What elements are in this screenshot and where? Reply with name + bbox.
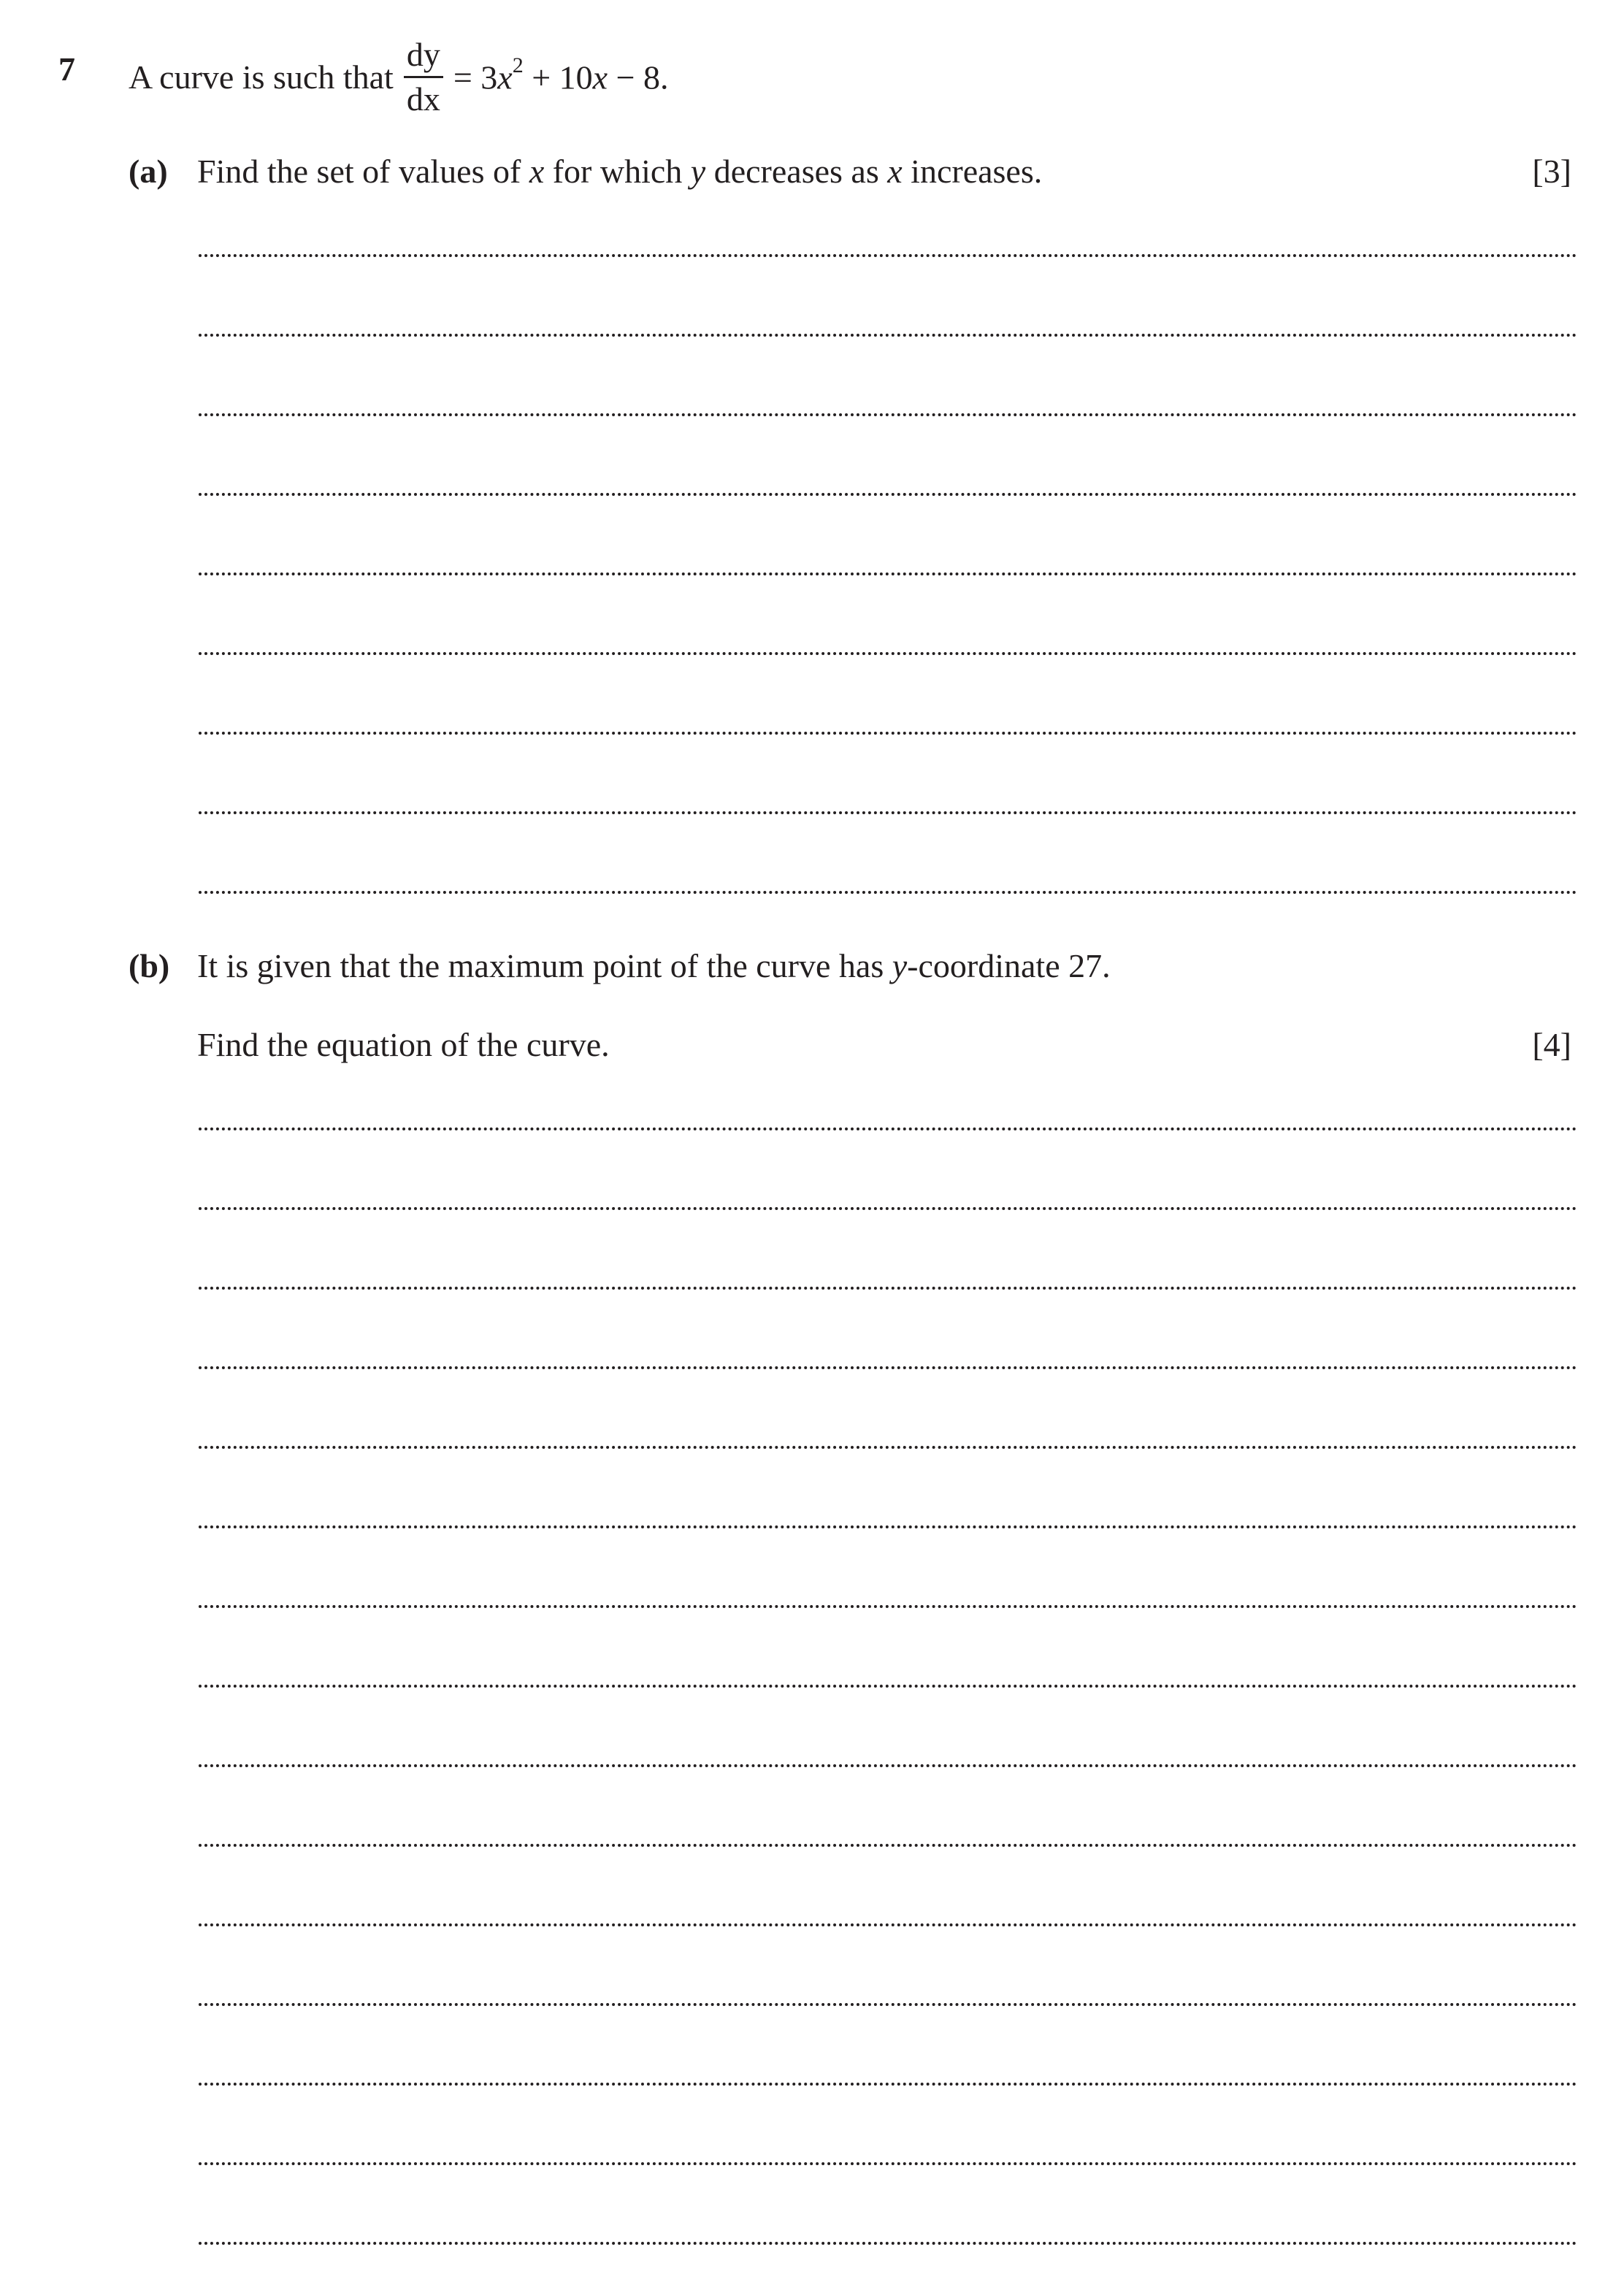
part-a-text-4: increases. bbox=[902, 153, 1043, 190]
derivative-numerator bbox=[404, 38, 443, 78]
eq-part-3: − 8. bbox=[608, 58, 669, 96]
answer-line[interactable] bbox=[199, 1844, 1577, 1847]
eq-power: 2 bbox=[512, 53, 524, 77]
answer-line[interactable] bbox=[199, 1366, 1577, 1369]
part-a-var-x2: x bbox=[887, 153, 903, 190]
part-a-text-3: decreases as bbox=[705, 153, 888, 190]
part-b-var-y: y bbox=[892, 947, 908, 984]
answer-line[interactable] bbox=[199, 2003, 1577, 2006]
part-a-label: (a) bbox=[129, 153, 168, 190]
eq-var-x1: x bbox=[497, 58, 513, 96]
dx-text: dx bbox=[406, 80, 440, 118]
derivative-fraction bbox=[404, 38, 443, 116]
part-b-text-1: It is given that the maximum point of the curve has bbox=[197, 947, 892, 984]
question-stem bbox=[129, 38, 669, 116]
answer-line[interactable] bbox=[199, 1446, 1577, 1449]
answer-line[interactable] bbox=[199, 1685, 1577, 1688]
part-b-text bbox=[197, 946, 1111, 985]
answer-line[interactable] bbox=[199, 652, 1577, 655]
answer-line[interactable] bbox=[199, 732, 1577, 735]
answer-line[interactable] bbox=[199, 1525, 1577, 1528]
stem-prefix: A curve is such that bbox=[129, 58, 394, 96]
answer-line[interactable] bbox=[199, 1923, 1577, 1926]
question-number: 7 bbox=[58, 50, 75, 88]
eq-part-2: + 10 bbox=[523, 58, 593, 96]
part-a-var-y: y bbox=[690, 153, 706, 190]
answer-line[interactable] bbox=[199, 573, 1577, 575]
answer-line[interactable] bbox=[199, 334, 1577, 337]
answer-line[interactable] bbox=[199, 891, 1577, 894]
answer-line[interactable] bbox=[199, 254, 1577, 257]
answer-line[interactable] bbox=[199, 2083, 1577, 2086]
answer-line[interactable] bbox=[199, 811, 1577, 814]
part-a-text bbox=[197, 152, 1042, 191]
answer-line[interactable] bbox=[199, 1605, 1577, 1608]
answer-line[interactable] bbox=[199, 493, 1577, 496]
part-b-label: (b) bbox=[129, 947, 170, 984]
answer-line[interactable] bbox=[199, 2242, 1577, 2245]
answer-line[interactable] bbox=[199, 2162, 1577, 2165]
answer-line[interactable] bbox=[199, 1127, 1577, 1130]
part-a-var-x: x bbox=[529, 153, 545, 190]
answer-line[interactable] bbox=[199, 1207, 1577, 1210]
eq-var-x2: x bbox=[592, 58, 608, 96]
answer-line[interactable] bbox=[199, 1287, 1577, 1290]
answer-line[interactable] bbox=[199, 1764, 1577, 1767]
part-a-text-2: for which bbox=[544, 153, 691, 190]
answer-line[interactable] bbox=[199, 413, 1577, 416]
eq-part-1: = 3 bbox=[453, 58, 498, 96]
part-a-text-1: Find the set of values of bbox=[197, 153, 529, 190]
part-a-marks: [3] bbox=[1532, 153, 1571, 190]
part-b-marks: [4] bbox=[1532, 1026, 1571, 1063]
equation-rhs bbox=[453, 53, 669, 96]
dy-text: dy bbox=[406, 36, 440, 73]
part-b-instruction: Find the equation of the curve. bbox=[197, 1026, 610, 1063]
part-b-text-2: -coordinate 27. bbox=[907, 947, 1111, 984]
derivative-denominator bbox=[404, 78, 443, 116]
